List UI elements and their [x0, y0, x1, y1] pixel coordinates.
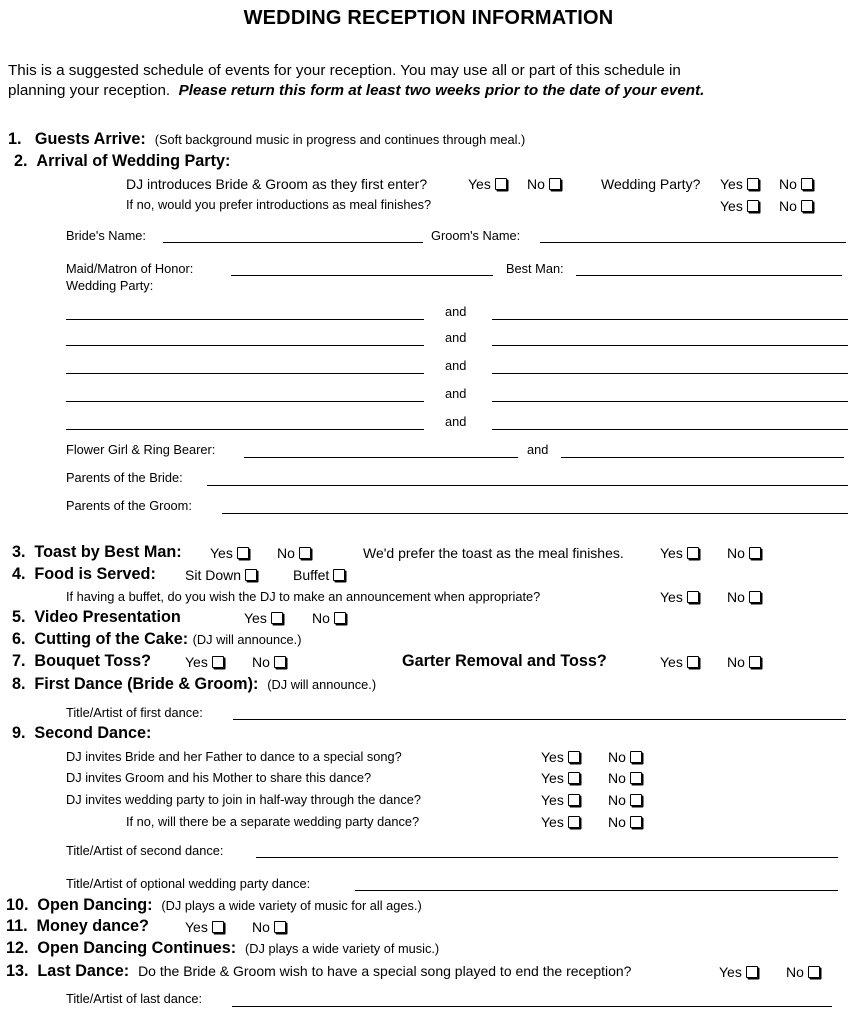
- wedding-party-field-left-1[interactable]: [66, 319, 424, 320]
- checkbox-yes[interactable]: [747, 178, 759, 190]
- section-heading: Guests Arrive:: [34, 130, 146, 148]
- section-heading: Last Dance:: [37, 962, 130, 980]
- label-flower-girl-ring-bearer: Flower Girl & Ring Bearer:: [66, 442, 216, 457]
- yes-option: Yes: [720, 177, 759, 191]
- section-heading: Open Dancing:: [37, 896, 153, 914]
- last-dance-field[interactable]: [232, 1006, 832, 1007]
- yes-option: Yes: [541, 815, 580, 829]
- section-last-dance: 13. Last Dance: Do the Bride & Groom wish to have a special song played to end the reception?: [6, 962, 632, 980]
- q-wedding-party: Wedding Party?: [601, 176, 701, 192]
- label-groom-name: Groom's Name:: [431, 228, 521, 243]
- section-note: (DJ will announce.): [267, 677, 377, 692]
- no-option: No: [608, 750, 642, 764]
- ring-bearer-field[interactable]: [561, 457, 844, 458]
- no-option: No: [252, 920, 286, 934]
- checkbox-no[interactable]: [749, 591, 761, 603]
- no-option: No: [727, 655, 761, 669]
- q-party-join: DJ invites wedding party to join in half-way through the dance?: [66, 792, 421, 807]
- section-note: (DJ plays a wide variety of music for all ages.): [161, 898, 422, 913]
- section-food: 4. Food is Served:: [12, 565, 156, 583]
- section-video: 5. Video Presentation: [12, 608, 181, 626]
- yes-option: Yes: [719, 965, 758, 979]
- checkbox-yes[interactable]: [687, 591, 699, 603]
- section-heading: Arrival of Wedding Party:: [36, 152, 231, 170]
- wedding-party-field-right-1[interactable]: [492, 319, 848, 320]
- q-special-song: Do the Bride & Groom wish to have a special song played to end the reception?: [138, 963, 632, 979]
- second-dance-field[interactable]: [256, 857, 838, 858]
- bride-name-field[interactable]: [163, 242, 423, 243]
- no-option: No: [527, 177, 561, 191]
- checkbox-yes[interactable]: [568, 751, 580, 763]
- section-first-dance: 8. First Dance (Bride & Groom): (DJ will announce.): [12, 675, 377, 693]
- section-heading: First Dance (Bride & Groom):: [34, 675, 259, 693]
- parents-bride-field[interactable]: [207, 485, 848, 486]
- and-label: and: [445, 304, 467, 319]
- return-notice: Please return this form at least two weeks prior to the date of your event.: [178, 82, 705, 99]
- label-maid-of-honor: Maid/Matron of Honor:: [66, 261, 194, 276]
- intro-line-1: This is a suggested schedule of events for your reception. You may use all or part of this schedule in: [8, 62, 681, 79]
- no-option: No: [786, 965, 820, 979]
- no-option: No: [779, 177, 813, 191]
- checkbox-yes[interactable]: [271, 612, 283, 624]
- section-heading: Food is Served:: [34, 565, 156, 583]
- wedding-party-field-left-2[interactable]: [66, 345, 424, 346]
- no-option: No: [277, 546, 311, 560]
- q-introductions-meal: If no, would you prefer introductions as meal finishes?: [126, 197, 432, 212]
- yes-option: Yes: [541, 771, 580, 785]
- section-open-dancing: 10. Open Dancing: (DJ plays a wide variety of music for all ages.): [6, 896, 422, 914]
- first-dance-field[interactable]: [233, 719, 846, 720]
- no-option: No: [252, 655, 286, 669]
- label-first-dance: Title/Artist of first dance:: [66, 705, 203, 720]
- parents-groom-field[interactable]: [222, 513, 848, 514]
- label-wedding-party: Wedding Party:: [66, 278, 154, 293]
- wedding-party-field-right-4[interactable]: [492, 401, 848, 402]
- checkbox-yes[interactable]: [495, 178, 507, 190]
- section-guests-arrive: 1. Guests Arrive: (Soft background music in progress and continues through meal.): [8, 130, 526, 148]
- checkbox-no[interactable]: [808, 966, 820, 978]
- yes-option: Yes: [185, 655, 224, 669]
- section-note: (Soft background music in progress and continues through meal.): [154, 132, 526, 147]
- label-best-man: Best Man:: [506, 261, 564, 276]
- form-title: WEDDING RECEPTION INFORMATION: [243, 7, 614, 29]
- q-separate-party-dance: If no, will there be a separate wedding party dance?: [126, 814, 420, 829]
- no-option: No: [608, 793, 642, 807]
- checkbox-yes[interactable]: [687, 656, 699, 668]
- checkbox-no[interactable]: [299, 547, 311, 559]
- section-heading: Cutting of the Cake:: [34, 630, 189, 648]
- optional-party-dance-field[interactable]: [355, 890, 838, 891]
- section-open-dancing-continues: 12. Open Dancing Continues: (DJ plays a wide variety of music.): [6, 939, 440, 957]
- checkbox-no[interactable]: [630, 816, 642, 828]
- section-heading: Open Dancing Continues:: [37, 939, 237, 957]
- no-option: No: [608, 771, 642, 785]
- yes-option: Yes: [468, 177, 507, 191]
- maid-of-honor-field[interactable]: [231, 275, 493, 276]
- checkbox-yes[interactable]: [568, 772, 580, 784]
- wedding-party-field-left-4[interactable]: [66, 401, 424, 402]
- and-label: and: [445, 386, 467, 401]
- section-garter: Garter Removal and Toss?: [402, 652, 607, 670]
- wedding-party-field-left-5[interactable]: [66, 429, 424, 430]
- no-option: No: [727, 546, 761, 560]
- checkbox-yes[interactable]: [568, 794, 580, 806]
- yes-option: Yes: [660, 655, 699, 669]
- section-second-dance: 9. Second Dance:: [12, 724, 152, 742]
- q-toast-meal-finishes: We'd prefer the toast as the meal finishes.: [363, 545, 624, 561]
- section-arrival-wedding-party: 2. Arrival of Wedding Party:: [14, 152, 231, 170]
- section-heading: Bouquet Toss?: [34, 652, 152, 670]
- checkbox-yes[interactable]: [237, 547, 249, 559]
- label-last-dance: Title/Artist of last dance:: [66, 991, 203, 1006]
- q-groom-mother: DJ invites Groom and his Mother to share this dance?: [66, 770, 372, 785]
- option-sit-down: Sit Down: [185, 568, 257, 582]
- q-buffet-announcement: If having a buffet, do you wish the DJ to make an announcement when appropriate?: [66, 589, 541, 604]
- checkbox-yes[interactable]: [746, 966, 758, 978]
- q-introduce-bride-groom: DJ introduces Bride & Groom as they first enter?: [126, 176, 428, 192]
- checkbox-no[interactable]: [274, 656, 286, 668]
- checkbox-sit-down[interactable]: [245, 569, 257, 581]
- wedding-party-field-right-3[interactable]: [492, 373, 848, 374]
- and-label: and: [445, 330, 467, 345]
- no-option: No: [727, 590, 761, 604]
- section-heading: Second Dance:: [34, 724, 152, 742]
- checkbox-yes[interactable]: [212, 921, 224, 933]
- no-option: No: [779, 199, 813, 213]
- label-parents-bride: Parents of the Bride:: [66, 470, 183, 485]
- and-label: and: [445, 358, 467, 373]
- checkbox-buffet[interactable]: [333, 569, 345, 581]
- checkbox-no[interactable]: [549, 178, 561, 190]
- intro-line-2: planning your reception. Please return this form at least two weeks prior to the date of your event.: [8, 82, 705, 99]
- checkbox-yes[interactable]: [212, 656, 224, 668]
- section-heading: Money dance?: [36, 917, 149, 935]
- yes-option: Yes: [541, 793, 580, 807]
- yes-option: Yes: [541, 750, 580, 764]
- and-label: and: [527, 442, 549, 457]
- groom-name-field[interactable]: [540, 242, 846, 243]
- section-note: (DJ will announce.): [192, 632, 302, 647]
- label-optional-party-dance: Title/Artist of optional wedding party dance:: [66, 876, 311, 891]
- option-buffet: Buffet: [293, 568, 345, 582]
- label-bride-name: Bride's Name:: [66, 228, 146, 243]
- checkbox-no[interactable]: [749, 656, 761, 668]
- no-option: No: [312, 611, 346, 625]
- label-second-dance: Title/Artist of second dance:: [66, 843, 224, 858]
- checkbox-no[interactable]: [630, 794, 642, 806]
- checkbox-no[interactable]: [334, 612, 346, 624]
- section-cake: 6. Cutting of the Cake: (DJ will announce.): [12, 630, 302, 648]
- section-money-dance: 11. Money dance?: [6, 917, 149, 935]
- yes-option: Yes: [185, 920, 224, 934]
- checkbox-no[interactable]: [749, 547, 761, 559]
- and-label: and: [445, 414, 467, 429]
- yes-option: Yes: [720, 199, 759, 213]
- wedding-party-field-left-3[interactable]: [66, 373, 424, 374]
- wedding-party-field-right-2[interactable]: [492, 345, 848, 346]
- section-toast: 3. Toast by Best Man:: [12, 543, 182, 561]
- checkbox-yes[interactable]: [568, 816, 580, 828]
- q-bride-father: DJ invites Bride and her Father to dance to a special song?: [66, 749, 402, 764]
- checkbox-no[interactable]: [274, 921, 286, 933]
- best-man-field[interactable]: [576, 275, 842, 276]
- yes-option: Yes: [660, 590, 699, 604]
- flower-girl-field[interactable]: [244, 457, 518, 458]
- checkbox-yes[interactable]: [687, 547, 699, 559]
- no-option: No: [608, 815, 642, 829]
- yes-option: Yes: [244, 611, 283, 625]
- checkbox-no[interactable]: [801, 178, 813, 190]
- section-bouquet: 7. Bouquet Toss?: [12, 652, 152, 670]
- section-heading: Video Presentation: [34, 608, 181, 626]
- yes-option: Yes: [660, 546, 699, 560]
- yes-option: Yes: [210, 546, 249, 560]
- label-parents-groom: Parents of the Groom:: [66, 498, 192, 513]
- checkbox-no[interactable]: [630, 772, 642, 784]
- section-heading: Toast by Best Man:: [34, 543, 182, 561]
- checkbox-no[interactable]: [630, 751, 642, 763]
- wedding-party-field-right-5[interactable]: [492, 429, 848, 430]
- checkbox-no[interactable]: [801, 200, 813, 212]
- section-note: (DJ plays a wide variety of music.): [245, 941, 440, 956]
- checkbox-yes[interactable]: [747, 200, 759, 212]
